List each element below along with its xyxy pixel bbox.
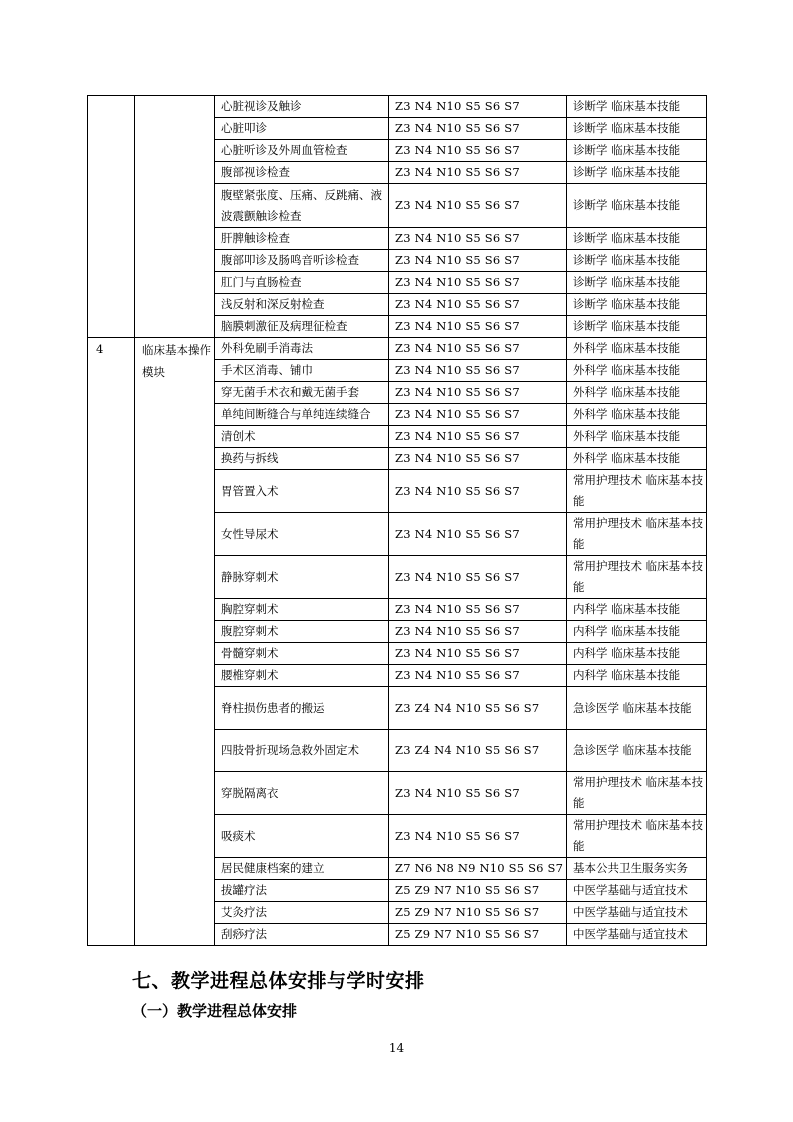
standard-codes-cell: Z3 N4 N10 S5 S6 S7 [389,316,567,338]
standard-codes-cell: Z3 N4 N10 S5 S6 S7 [389,556,567,599]
skill-item-cell: 肝脾触诊检查 [215,228,389,250]
skill-item-cell: 胸腔穿刺术 [215,599,389,621]
skill-item-cell: 骨髓穿刺术 [215,643,389,665]
course-cell: 中医学基础与适宜技术 [567,902,707,924]
standard-codes-cell: Z3 N4 N10 S5 S6 S7 [389,294,567,316]
skill-item-cell: 腹部视诊检查 [215,162,389,184]
module-number-cell: 4 [88,338,135,946]
course-cell: 诊断学 临床基本技能 [567,316,707,338]
course-cell: 内科学 临床基本技能 [567,643,707,665]
standard-codes-cell: Z3 N4 N10 S5 S6 S7 [389,382,567,404]
skill-item-cell: 穿脱隔离衣 [215,772,389,815]
standard-codes-cell: Z3 N4 N10 S5 S6 S7 [389,426,567,448]
module-name-cell [135,96,215,338]
skill-item-cell: 肛门与直肠检查 [215,272,389,294]
course-cell: 内科学 临床基本技能 [567,599,707,621]
skill-item-cell: 脑膜刺激征及病理征检查 [215,316,389,338]
standard-codes-cell: Z3 N4 N10 S5 S6 S7 [389,184,567,228]
standard-codes-cell: Z3 N4 N10 S5 S6 S7 [389,140,567,162]
course-cell: 基本公共卫生服务实务 [567,858,707,880]
course-cell: 急诊医学 临床基本技能 [567,687,707,730]
course-cell: 外科学 临床基本技能 [567,338,707,360]
skill-item-cell: 腹壁紧张度、压痛、反跳痛、液波震颤触诊检查 [215,184,389,228]
course-cell: 外科学 临床基本技能 [567,426,707,448]
course-cell: 内科学 临床基本技能 [567,621,707,643]
course-cell: 诊断学 临床基本技能 [567,140,707,162]
skill-item-cell: 居民健康档案的建立 [215,858,389,880]
course-cell: 急诊医学 临床基本技能 [567,730,707,772]
skill-item-cell: 单纯间断缝合与单纯连续缝合 [215,404,389,426]
course-cell: 诊断学 临床基本技能 [567,162,707,184]
standard-codes-cell: Z3 N4 N10 S5 S6 S7 [389,360,567,382]
standard-codes-cell: Z3 N4 N10 S5 S6 S7 [389,96,567,118]
skill-item-cell: 腹部叩诊及肠鸣音听诊检查 [215,250,389,272]
standard-codes-cell: Z3 N4 N10 S5 S6 S7 [389,665,567,687]
course-cell: 诊断学 临床基本技能 [567,294,707,316]
standard-codes-cell: Z3 N4 N10 S5 S6 S7 [389,470,567,513]
skill-item-cell: 心脏听诊及外周血管检查 [215,140,389,162]
course-cell: 诊断学 临床基本技能 [567,184,707,228]
skill-item-cell: 拔罐疗法 [215,880,389,902]
module-number-cell [88,96,135,338]
skill-item-cell: 腹腔穿刺术 [215,621,389,643]
skill-item-cell: 手术区消毒、铺巾 [215,360,389,382]
course-cell: 常用护理技术 临床基本技能 [567,470,707,513]
skill-item-cell: 浅反射和深反射检查 [215,294,389,316]
table-row [88,96,707,118]
course-cell: 常用护理技术 临床基本技能 [567,815,707,858]
standard-codes-cell: Z3 N4 N10 S5 S6 S7 [389,162,567,184]
module-name-cell: 临床基本操作模块 [135,338,215,946]
course-cell: 诊断学 临床基本技能 [567,96,707,118]
standard-codes-cell: Z3 Z4 N4 N10 S5 S6 S7 [389,687,567,730]
skill-item-cell: 吸痰术 [215,815,389,858]
standard-codes-cell: Z3 N4 N10 S5 S6 S7 [389,448,567,470]
standard-codes-cell: Z3 N4 N10 S5 S6 S7 [389,643,567,665]
skill-item-cell: 穿无菌手术衣和戴无菌手套 [215,382,389,404]
course-cell: 常用护理技术 临床基本技能 [567,556,707,599]
course-cell: 中医学基础与适宜技术 [567,880,707,902]
standard-codes-cell: Z3 N4 N10 S5 S6 S7 [389,621,567,643]
course-cell: 内科学 临床基本技能 [567,665,707,687]
standard-codes-cell: Z3 N4 N10 S5 S6 S7 [389,250,567,272]
course-cell: 诊断学 临床基本技能 [567,228,707,250]
course-cell: 常用护理技术 临床基本技能 [567,513,707,556]
course-cell: 外科学 临床基本技能 [567,382,707,404]
skill-item-cell: 四肢骨折现场急救外固定术 [215,730,389,772]
course-cell: 诊断学 临床基本技能 [567,272,707,294]
course-cell: 外科学 临床基本技能 [567,404,707,426]
standard-codes-cell: Z3 N4 N10 S5 S6 S7 [389,118,567,140]
standard-codes-cell: Z5 Z9 N7 N10 S5 S6 S7 [389,880,567,902]
standard-codes-cell: Z5 Z9 N7 N10 S5 S6 S7 [389,902,567,924]
skill-item-cell: 艾灸疗法 [215,902,389,924]
standard-codes-cell: Z3 N4 N10 S5 S6 S7 [389,815,567,858]
standard-codes-cell: Z3 N4 N10 S5 S6 S7 [389,772,567,815]
subsection-heading: （一）教学进程总体安排 [132,1002,298,1020]
course-cell: 常用护理技术 临床基本技能 [567,772,707,815]
standard-codes-cell: Z7 N6 N8 N9 N10 S5 S6 S7 [389,858,567,880]
page-number: 14 [388,1041,405,1055]
table-row [88,338,707,360]
skill-item-cell: 脊柱损伤患者的搬运 [215,687,389,730]
course-cell: 外科学 临床基本技能 [567,448,707,470]
skill-item-cell: 胃管置入术 [215,470,389,513]
standard-codes-cell: Z5 Z9 N7 N10 S5 S6 S7 [389,924,567,946]
standard-codes-cell: Z3 N4 N10 S5 S6 S7 [389,404,567,426]
skill-item-cell: 清创术 [215,426,389,448]
skill-item-cell: 腰椎穿刺术 [215,665,389,687]
skill-item-cell: 刮痧疗法 [215,924,389,946]
skill-item-cell: 女性导尿术 [215,513,389,556]
course-cell: 诊断学 临床基本技能 [567,250,707,272]
standard-codes-cell: Z3 Z4 N4 N10 S5 S6 S7 [389,730,567,772]
course-cell: 外科学 临床基本技能 [567,360,707,382]
skill-item-cell: 心脏叩诊 [215,118,389,140]
course-cell: 中医学基础与适宜技术 [567,924,707,946]
standard-codes-cell: Z3 N4 N10 S5 S6 S7 [389,599,567,621]
standard-codes-cell: Z3 N4 N10 S5 S6 S7 [389,272,567,294]
standard-codes-cell: Z3 N4 N10 S5 S6 S7 [389,228,567,250]
skill-item-cell: 外科免刷手消毒法 [215,338,389,360]
standard-codes-cell: Z3 N4 N10 S5 S6 S7 [389,338,567,360]
course-cell: 诊断学 临床基本技能 [567,118,707,140]
skill-item-cell: 换药与拆线 [215,448,389,470]
skills-table [87,95,707,946]
section-heading: 七、教学进程总体安排与学时安排 [132,970,425,992]
standard-codes-cell: Z3 N4 N10 S5 S6 S7 [389,513,567,556]
skill-item-cell: 心脏视诊及触诊 [215,96,389,118]
skill-item-cell: 静脉穿刺术 [215,556,389,599]
